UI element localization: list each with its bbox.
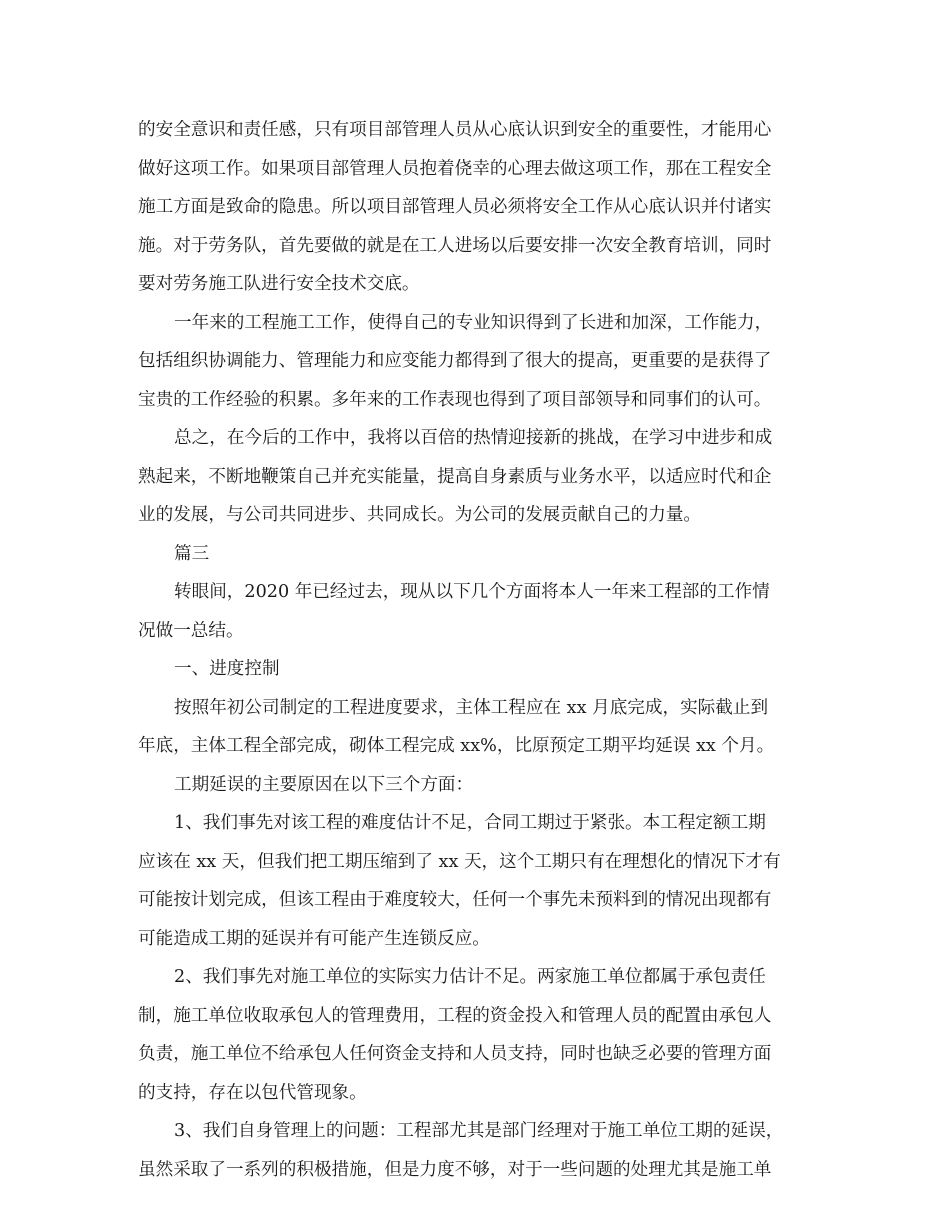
text-line: 负责，施工单位不给承包人任何资金支持和人员支持，同时也缺乏必要的管理方面 [138, 1044, 772, 1064]
text-line: 熟起来，不断地鞭策自己并充实能量，提高自身素质与业务水平，以适应时代和企 [138, 467, 772, 487]
text-line: 制，施工单位收取承包人的管理费用，工程的资金投入和管理人员的配置由承包人 [138, 1006, 772, 1026]
text-line: 虽然采取了一系列的积极措施，但是力度不够，对于一些问题的处理尤其是施工单 [138, 1160, 772, 1180]
text-line: 可能按计划完成，但该工程由于难度较大，任何一个事先未预料到的情况出现都有 [138, 890, 772, 910]
text-line: 应该在 xx 天，但我们把工期压缩到了 xx 天，这个工期只有在理想化的情况下才有 [138, 852, 781, 872]
text-line: 施工方面是致命的隐患。所以项目部管理人员必须将安全工作从心底认识并付诸实 [138, 197, 772, 217]
text-line: 做好这项工作。如果项目部管理人员抱着侥幸的心理去做这项工作，那在工程安全 [138, 159, 772, 179]
text-line: 按照年初公司制定的工程进度要求，主体工程应在 xx 月底完成，实际截止到 [174, 698, 769, 718]
text-line: 2、我们事先对施工单位的实际实力估计不足。两家施工单位都属于承包责任 [174, 967, 766, 987]
text-line: 一年来的工程施工工作，使得自己的专业知识得到了长进和加深，工作能力， [174, 313, 773, 333]
text-line: 业的发展，与公司共同进步、共同成长。为公司的发展贡献自己的力量。 [138, 505, 702, 525]
text-line: 包括组织协调能力、管理能力和应变能力都得到了很大的提高，更重要的是获得了 [138, 351, 772, 371]
text-line: 1、我们事先对该工程的难度估计不足，合同工期过于紧张。本工程定额工期 [174, 813, 766, 833]
text-line: 宝贵的工作经验的积累。多年来的工作表现也得到了项目部领导和同事们的认可。 [138, 390, 772, 410]
section-heading: 篇三 [174, 544, 210, 564]
text-line: 的支持，存在以包代管现象。 [138, 1083, 367, 1103]
text-line: 的安全意识和责任感，只有项目部管理人员从心底认识到安全的重要性，才能用心 [138, 120, 772, 140]
text-line: 可能造成工期的延误并有可能产生连锁反应。 [138, 929, 490, 949]
text-line: 3、我们自身管理上的问题：工程部尤其是部门经理对于施工单位工期的延误， [174, 1121, 784, 1141]
text-line: 工期延误的主要原因在以下三个方面： [174, 775, 474, 795]
text-line: 况做一总结。 [138, 621, 244, 641]
subsection-heading: 一、进度控制 [174, 659, 280, 679]
text-line: 年底，主体工程全部完成，砌体工程完成 xx%，比原预定工期平均延误 xx 个月。 [138, 736, 775, 756]
text-line: 施。对于劳务队，首先要做的就是在工人进场以后要安排一次安全教育培训，同时 [138, 236, 772, 256]
text-line: 要对劳务施工队进行安全技术交底。 [138, 274, 420, 294]
text-line: 总之，在今后的工作中，我将以百倍的热情迎接新的挑战，在学习中进步和成 [174, 428, 773, 448]
text-line: 转眼间，2020 年已经过去，现从以下几个方面将本人一年来工程部的工作情 [174, 582, 770, 602]
